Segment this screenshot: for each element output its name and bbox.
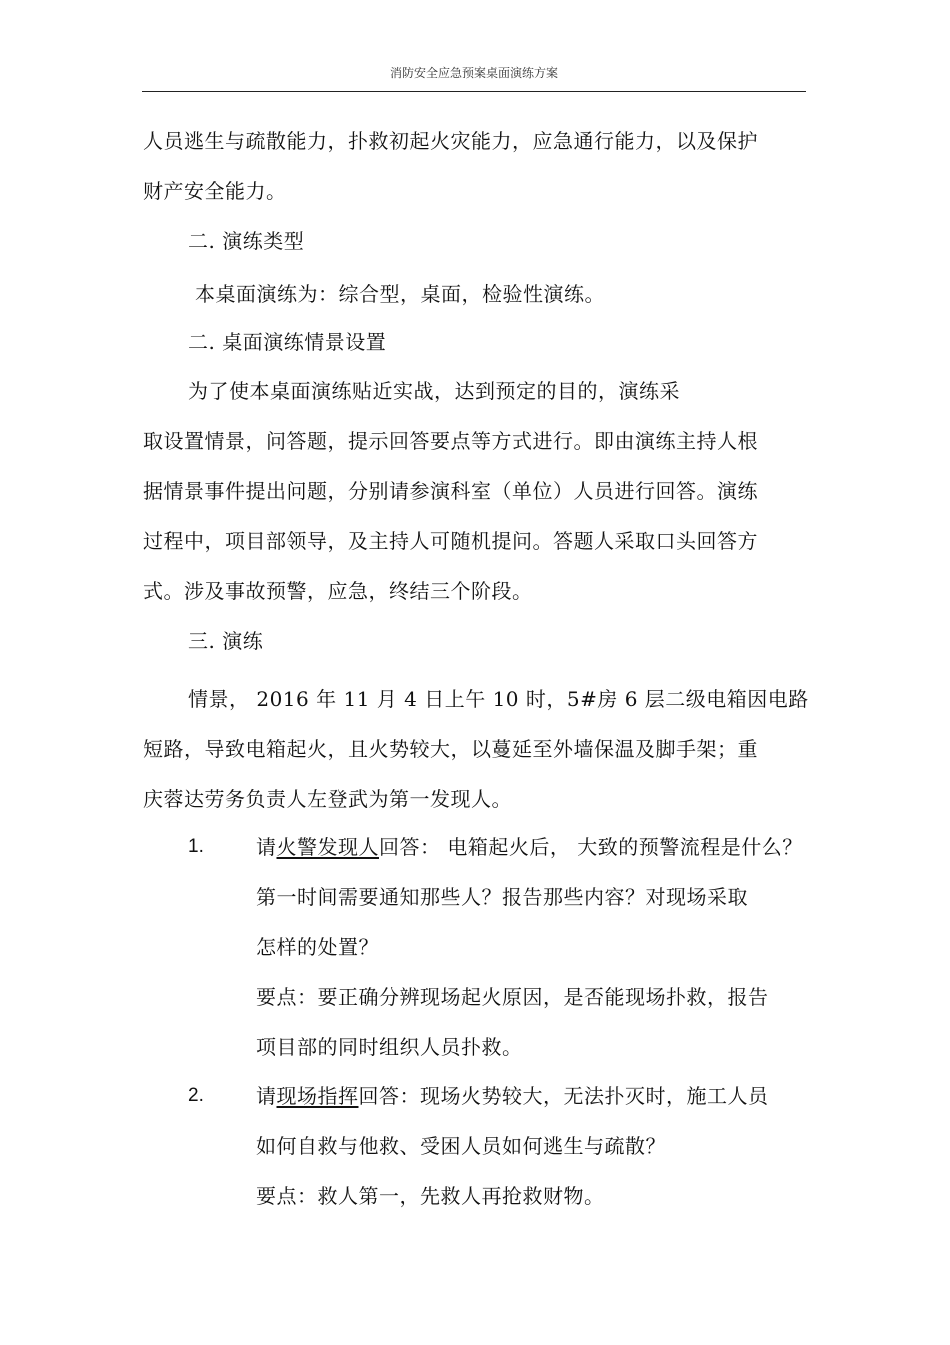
paragraph-line: 本桌面演练为：综合型，桌面，检验性演练。 [195, 282, 605, 306]
paragraph-line: 财产安全能力。 [143, 179, 287, 203]
answer-point: 要点：救人第一，先救人再抢救财物。 [256, 1184, 605, 1208]
role-underlined: 现场指挥 [276, 1084, 359, 1108]
paragraph-line: 取设置情景，问答题，提示回答要点等方式进行。即由演练主持人根 [143, 429, 758, 453]
paragraph-line: 人员逃生与疏散能力，扑救初起火灾能力，应急通行能力，以及保护 [143, 129, 758, 153]
paragraph-line: 情景， 2016 年 11 月 4 日上午 10 时，5#房 6 层二级电箱因电路 [188, 687, 809, 711]
role-underlined: 火警发现人 [276, 835, 379, 859]
paragraph-line: 据情景事件提出问题，分别请参演科室（单位）人员进行回答。演练 [143, 479, 758, 503]
paragraph-line: 短路，导致电箱起火，且火势较大，以蔓延至外墙保温及脚手架；重 [143, 737, 758, 761]
question-text: 回答： 电箱起火后， 大致的预警流程是什么？ [379, 835, 803, 859]
answer-point: 项目部的同时组织人员扑救。 [256, 1035, 523, 1059]
list-item-question [256, 1082, 769, 1110]
section-heading: 二. 桌面演练情景设置 [188, 330, 387, 354]
list-item-number: 2. [188, 1085, 204, 1106]
question-text: 回答：现场火势较大，无法扑灭时，施工人员 [358, 1084, 769, 1108]
list-item-question [256, 833, 803, 861]
paragraph-line: 为了使本桌面演练贴近实战，达到预定的目的，演练采 [188, 379, 680, 403]
list-item-line: 如何自救与他救、受困人员如何逃生与疏散？ [256, 1134, 666, 1158]
section-heading: 三. 演练 [188, 629, 264, 653]
question-prefix: 请 [256, 1084, 277, 1108]
list-item-number: 1. [188, 836, 204, 857]
running-header: 消防安全应急预案桌面演练方案 [389, 66, 558, 80]
list-item-line: 第一时间需要通知那些人？报告那些内容？对现场采取 [256, 885, 748, 909]
paragraph-line: 庆蓉达劳务负责人左登武为第一发现人。 [143, 787, 512, 811]
section-heading: 二. 演练类型 [188, 229, 305, 253]
header-divider [142, 91, 806, 92]
paragraph-line: 过程中，项目部领导，及主持人可随机提问。答题人采取口头回答方 [143, 529, 758, 553]
question-prefix: 请 [256, 835, 277, 859]
paragraph-line: 式。涉及事故预警，应急，终结三个阶段。 [143, 579, 533, 603]
answer-point: 要点：要正确分辨现场起火原因，是否能现场扑救，报告 [256, 985, 769, 1009]
list-item-line: 怎样的处置？ [256, 935, 379, 959]
